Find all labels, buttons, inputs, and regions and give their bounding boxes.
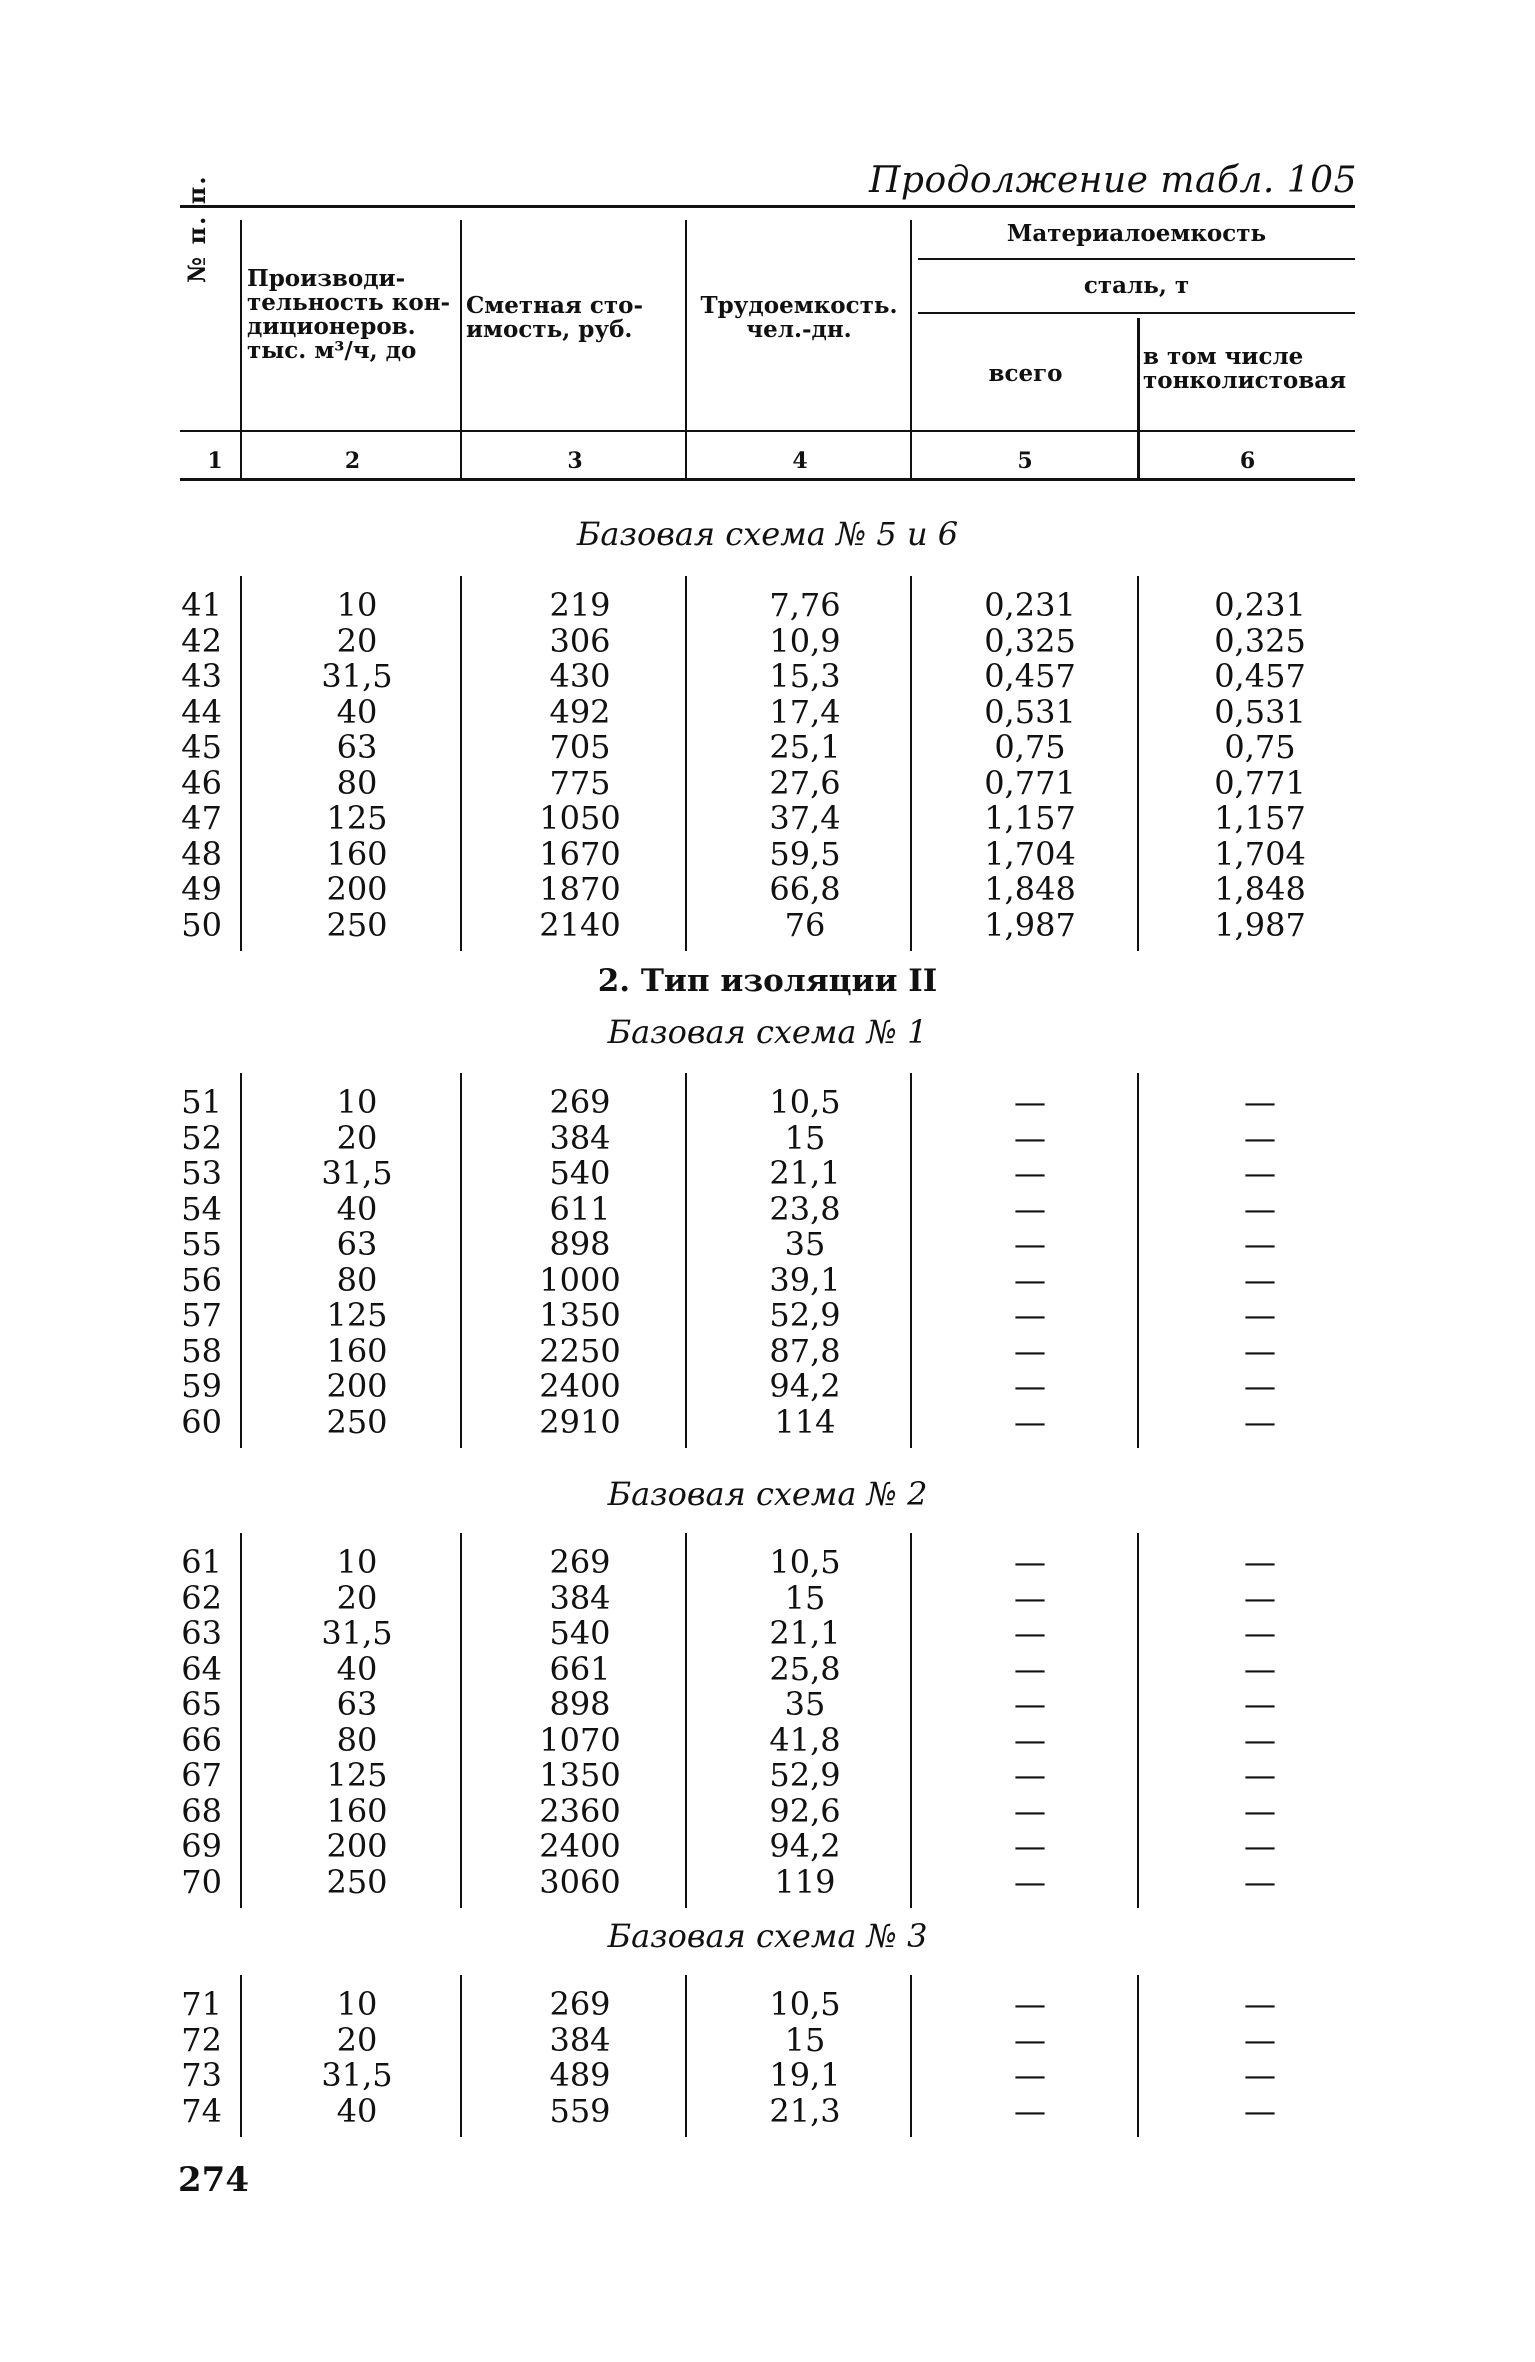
- capacity-value: 40: [336, 1189, 378, 1228]
- labor-value: 7,76: [769, 586, 841, 624]
- row-number: 46: [181, 763, 222, 802]
- table-row: [0, 1649, 1535, 1688]
- header-capacity-line-4: тыс. м³/ч, до: [247, 337, 417, 364]
- labor-value: 21,1: [769, 1614, 841, 1652]
- thin-sheet-value: —: [1244, 1649, 1276, 1688]
- steel-total-value: —: [1014, 1154, 1046, 1192]
- row-number: 44: [181, 692, 222, 731]
- cost-value: 492: [549, 692, 611, 731]
- row-number: 42: [181, 621, 222, 660]
- row-number: 41: [181, 586, 222, 624]
- cost-value: 1000: [539, 1260, 621, 1299]
- row-number: 53: [181, 1154, 222, 1192]
- capacity-value: 40: [336, 692, 378, 731]
- header-capacity-line-3: диционеров.: [247, 313, 416, 340]
- labor-value: 94,2: [769, 1367, 841, 1405]
- table-row: [0, 1227, 1535, 1262]
- header-row-number-label: № п. п.: [182, 174, 211, 283]
- capacity-value: 10: [336, 1543, 378, 1581]
- thin-sheet-value: 0,771: [1214, 763, 1306, 802]
- cost-value: 3060: [539, 1862, 621, 1901]
- cost-value: 269: [549, 1543, 611, 1581]
- thin-sheet-value: —: [1244, 1578, 1276, 1617]
- header-cost: [466, 294, 681, 342]
- steel-total-value: —: [1014, 1543, 1046, 1581]
- capacity-value: 250: [326, 905, 388, 944]
- table-row: [0, 801, 1535, 836]
- steel-total-value: —: [1014, 1756, 1046, 1794]
- row-number: 63: [181, 1614, 222, 1652]
- section-title-5-6: Базовая схема № 5 и 6: [576, 515, 959, 553]
- table-row: [0, 872, 1535, 907]
- row-number: 48: [181, 834, 222, 873]
- table-row: [0, 905, 1535, 944]
- table-row: [0, 1369, 1535, 1404]
- table-row: [0, 588, 1535, 623]
- material-group-rule: [918, 258, 1355, 260]
- row-number: 62: [181, 1578, 222, 1617]
- steel-total-value: 0,325: [984, 621, 1076, 660]
- header-labor-line-2: чел.-дн.: [746, 316, 852, 343]
- steel-total-value: 1,157: [984, 799, 1076, 837]
- steel-total-value: —: [1014, 1367, 1046, 1405]
- cost-value: 1350: [539, 1296, 621, 1334]
- column-number-2: 2: [344, 448, 361, 474]
- capacity-value: 125: [326, 1756, 388, 1794]
- capacity-value: 20: [336, 1118, 378, 1157]
- thin-sheet-value: —: [1244, 1260, 1276, 1299]
- column-number-1: 1: [207, 448, 223, 474]
- row-number: 68: [181, 1791, 222, 1830]
- labor-value: 10,5: [769, 1985, 841, 2023]
- thin-sheet-value: 0,231: [1214, 586, 1306, 624]
- steel-total-value: —: [1014, 1720, 1046, 1759]
- row-number: 69: [181, 1827, 222, 1865]
- labor-value: 39,1: [769, 1260, 841, 1299]
- thin-sheet-value: 1,704: [1214, 834, 1306, 873]
- thin-sheet-value: —: [1244, 1614, 1276, 1652]
- table-row: [0, 1829, 1535, 1864]
- capacity-value: 80: [336, 763, 378, 802]
- cost-value: 2360: [539, 1791, 621, 1830]
- header-thin-sheet-line-2: тонколистовая: [1143, 367, 1347, 394]
- cost-value: 1670: [539, 834, 621, 873]
- labor-value: 27,6: [769, 763, 841, 802]
- table-row: [0, 1720, 1535, 1759]
- capacity-value: 63: [336, 728, 378, 766]
- labor-value: 10,5: [769, 1543, 841, 1581]
- column-number-5: 5: [1017, 448, 1033, 474]
- capacity-value: 200: [326, 1367, 388, 1405]
- capacity-value: 31,5: [321, 2056, 393, 2094]
- header-capacity: [247, 267, 457, 363]
- row-number: 52: [181, 1118, 222, 1157]
- row-number: 43: [181, 657, 222, 695]
- thin-sheet-value: 0,75: [1224, 728, 1296, 766]
- cost-value: 661: [549, 1649, 611, 1688]
- labor-value: 119: [774, 1862, 836, 1901]
- cost-value: 2250: [539, 1331, 621, 1370]
- thin-sheet-value: —: [1244, 2056, 1276, 2094]
- thin-sheet-value: 1,987: [1214, 905, 1306, 944]
- thin-sheet-value: —: [1244, 1791, 1276, 1830]
- cost-value: 219: [549, 586, 611, 624]
- table-row: [0, 659, 1535, 694]
- row-number: 50: [181, 905, 222, 944]
- labor-value: 15: [784, 2020, 826, 2059]
- cost-value: 306: [549, 621, 611, 660]
- row-number: 56: [181, 1260, 222, 1299]
- steel-group-rule: [918, 312, 1355, 314]
- thin-sheet-value: 1,848: [1214, 870, 1306, 908]
- steel-total-value: —: [1014, 1791, 1046, 1830]
- thin-sheet-value: —: [1244, 1154, 1276, 1192]
- steel-total-value: —: [1014, 1118, 1046, 1157]
- steel-total-value: 1,987: [984, 905, 1076, 944]
- cost-value: 269: [549, 1083, 611, 1121]
- thin-sheet-value: 1,157: [1214, 799, 1306, 837]
- cost-value: 384: [549, 1578, 611, 1617]
- labor-value: 35: [784, 1685, 826, 1723]
- table-row: [0, 621, 1535, 660]
- cost-value: 559: [549, 2091, 611, 2130]
- row-number: 71: [181, 1985, 222, 2023]
- row-number: 60: [181, 1402, 222, 1441]
- thin-sheet-value: 0,457: [1214, 657, 1306, 695]
- table-row: [0, 1578, 1535, 1617]
- steel-total-value: 0,75: [994, 728, 1066, 766]
- table-row: [0, 1758, 1535, 1793]
- table-row: [0, 730, 1535, 765]
- thin-sheet-value: —: [1244, 1985, 1276, 2023]
- labor-value: 87,8: [769, 1331, 841, 1370]
- steel-total-value: —: [1014, 2091, 1046, 2130]
- labor-value: 37,4: [769, 799, 841, 837]
- steel-total-value: —: [1014, 1862, 1046, 1901]
- table-row: [0, 1118, 1535, 1157]
- capacity-value: 160: [326, 1791, 388, 1830]
- capacity-value: 40: [336, 1649, 378, 1688]
- steel-total-value: 1,704: [984, 834, 1076, 873]
- continuation-title: Продолжение табл. 105: [869, 160, 1357, 201]
- capacity-value: 40: [336, 2091, 378, 2130]
- labor-value: 76: [784, 905, 826, 944]
- cost-value: 540: [549, 1154, 611, 1192]
- capacity-value: 20: [336, 2020, 378, 2059]
- cost-value: 775: [549, 763, 611, 802]
- labor-value: 15: [784, 1578, 826, 1617]
- header-labor: [690, 294, 908, 342]
- header-top-rule: [180, 205, 1355, 208]
- cost-value: 540: [549, 1614, 611, 1652]
- capacity-value: 10: [336, 586, 378, 624]
- thin-sheet-value: —: [1244, 1756, 1276, 1794]
- thin-sheet-value: —: [1244, 1083, 1276, 1121]
- capacity-value: 63: [336, 1225, 378, 1263]
- cost-value: 611: [549, 1189, 611, 1228]
- capacity-value: 10: [336, 1985, 378, 2023]
- row-number: 51: [181, 1083, 222, 1121]
- header-divider-2: [460, 220, 462, 478]
- steel-total-value: —: [1014, 1331, 1046, 1370]
- capacity-value: 80: [336, 1260, 378, 1299]
- thin-sheet-value: —: [1244, 1118, 1276, 1157]
- capacity-value: 63: [336, 1685, 378, 1723]
- cost-value: 384: [549, 2020, 611, 2059]
- table-row: [0, 834, 1535, 873]
- labor-value: 19,1: [769, 2056, 841, 2094]
- table-row: [0, 692, 1535, 731]
- cost-value: 2400: [539, 1827, 621, 1865]
- steel-total-value: —: [1014, 1402, 1046, 1441]
- labor-value: 52,9: [769, 1296, 841, 1334]
- capacity-value: 31,5: [321, 1154, 393, 1192]
- labor-value: 94,2: [769, 1827, 841, 1865]
- table-row: [0, 1862, 1535, 1901]
- cost-value: 2400: [539, 1367, 621, 1405]
- capacity-value: 125: [326, 799, 388, 837]
- cost-value: 269: [549, 1985, 611, 2023]
- capacity-value: 200: [326, 1827, 388, 1865]
- cost-value: 430: [549, 657, 611, 695]
- table-row: [0, 1156, 1535, 1191]
- header-material-group: Материалоемкость: [1006, 220, 1267, 247]
- thin-sheet-value: —: [1244, 2020, 1276, 2059]
- capacity-value: 160: [326, 834, 388, 873]
- thin-sheet-value: —: [1244, 1189, 1276, 1228]
- capacity-value: 10: [336, 1083, 378, 1121]
- thin-sheet-value: 0,325: [1214, 621, 1306, 660]
- table-row: [0, 2091, 1535, 2130]
- steel-total-value: —: [1014, 1189, 1046, 1228]
- table-row: [0, 1085, 1535, 1120]
- row-number: 55: [181, 1225, 222, 1263]
- header-divider-1: [240, 220, 242, 478]
- table-row: [0, 1298, 1535, 1333]
- labor-value: 35: [784, 1225, 826, 1263]
- row-number: 49: [181, 870, 222, 908]
- section-title-3: Базовая схема № 3: [607, 1917, 928, 1955]
- labor-value: 52,9: [769, 1756, 841, 1794]
- header-total: всего: [988, 360, 1063, 387]
- header-steel-group: сталь, т: [1083, 272, 1190, 299]
- labor-value: 114: [774, 1402, 836, 1441]
- column-number-3: 3: [567, 448, 583, 474]
- capacity-value: 160: [326, 1331, 388, 1370]
- row-number: 54: [181, 1189, 222, 1228]
- steel-total-value: 0,231: [984, 586, 1076, 624]
- header-number-rule: [180, 430, 1355, 432]
- table-row: [0, 1331, 1535, 1370]
- capacity-value: 20: [336, 1578, 378, 1617]
- labor-value: 21,3: [769, 2091, 841, 2130]
- steel-total-value: —: [1014, 1260, 1046, 1299]
- capacity-value: 125: [326, 1296, 388, 1334]
- row-number: 45: [181, 728, 222, 766]
- row-number: 72: [181, 2020, 222, 2059]
- labor-value: 17,4: [769, 692, 841, 731]
- section-title-2: Базовая схема № 2: [607, 1475, 928, 1513]
- thin-sheet-value: —: [1244, 1827, 1276, 1865]
- cost-value: 1070: [539, 1720, 621, 1759]
- row-number: 65: [181, 1685, 222, 1723]
- labor-value: 66,8: [769, 870, 841, 908]
- thin-sheet-value: —: [1244, 1685, 1276, 1723]
- thin-sheet-value: —: [1244, 1720, 1276, 1759]
- cost-value: 2140: [539, 905, 621, 944]
- column-number-6: 6: [1239, 448, 1256, 474]
- labor-value: 92,6: [769, 1791, 841, 1830]
- thin-sheet-value: —: [1244, 1225, 1276, 1263]
- capacity-value: 200: [326, 870, 388, 908]
- thin-sheet-value: 0,531: [1214, 692, 1306, 731]
- header-labor-line-1: Трудоемкость.: [700, 292, 898, 319]
- steel-total-value: 0,771: [984, 763, 1076, 802]
- capacity-value: 250: [326, 1862, 388, 1901]
- cost-value: 384: [549, 1118, 611, 1157]
- header-thin-sheet-line-1: в том числе: [1143, 343, 1304, 370]
- row-number: 74: [181, 2091, 222, 2130]
- capacity-value: 250: [326, 1402, 388, 1441]
- table-row: [0, 1402, 1535, 1441]
- table-row: [0, 1616, 1535, 1651]
- labor-value: 59,5: [769, 834, 841, 873]
- thin-sheet-value: —: [1244, 2091, 1276, 2130]
- table-row: [0, 1545, 1535, 1580]
- steel-total-value: 0,457: [984, 657, 1076, 695]
- labor-value: 23,8: [769, 1189, 841, 1228]
- row-number: 61: [181, 1543, 222, 1581]
- insulation-type-heading: 2. Тип изоляции II: [597, 963, 938, 999]
- labor-value: 15: [784, 1118, 826, 1157]
- thin-sheet-value: —: [1244, 1543, 1276, 1581]
- table-row: [0, 1260, 1535, 1299]
- steel-total-value: —: [1014, 1649, 1046, 1688]
- column-number-4: 4: [792, 448, 808, 474]
- capacity-value: 80: [336, 1720, 378, 1759]
- header-bottom-rule: [180, 478, 1355, 481]
- row-number: 67: [181, 1756, 222, 1794]
- labor-value: 10,5: [769, 1083, 841, 1121]
- steel-total-value: —: [1014, 2020, 1046, 2059]
- header-thin-sheet: [1143, 345, 1358, 393]
- thin-sheet-value: —: [1244, 1331, 1276, 1370]
- thin-sheet-value: —: [1244, 1367, 1276, 1405]
- cost-value: 1350: [539, 1756, 621, 1794]
- row-number: 59: [181, 1367, 222, 1405]
- labor-value: 41,8: [769, 1720, 841, 1759]
- row-number: 58: [181, 1331, 222, 1370]
- table-row: [0, 1987, 1535, 2022]
- labor-value: 21,1: [769, 1154, 841, 1192]
- section-title-1: Базовая схема № 1: [607, 1013, 928, 1051]
- thin-sheet-value: —: [1244, 1862, 1276, 1901]
- header-capacity-line-2: тельность кон-: [247, 289, 451, 316]
- table-row: [0, 1189, 1535, 1228]
- capacity-value: 20: [336, 621, 378, 660]
- row-number: 47: [181, 799, 222, 837]
- cost-value: 1870: [539, 870, 621, 908]
- steel-total-value: —: [1014, 1985, 1046, 2023]
- steel-total-value: —: [1014, 1578, 1046, 1617]
- cost-value: 2910: [539, 1402, 621, 1441]
- cost-value: 489: [549, 2056, 611, 2094]
- capacity-value: 31,5: [321, 1614, 393, 1652]
- header-cost-line-1: Сметная сто-: [466, 292, 644, 319]
- cost-value: 705: [549, 728, 611, 766]
- row-number: 70: [181, 1862, 222, 1901]
- table-row: [0, 2020, 1535, 2059]
- row-number: 73: [181, 2056, 222, 2094]
- labor-value: 10,9: [769, 621, 841, 660]
- header-divider-4: [910, 220, 912, 478]
- steel-total-value: —: [1014, 2056, 1046, 2094]
- cost-value: 898: [549, 1685, 611, 1723]
- steel-total-value: 0,531: [984, 692, 1076, 731]
- cost-value: 898: [549, 1225, 611, 1263]
- labor-value: 15,3: [769, 657, 841, 695]
- row-number: 57: [181, 1296, 222, 1334]
- steel-total-value: —: [1014, 1614, 1046, 1652]
- thin-sheet-value: —: [1244, 1296, 1276, 1334]
- table-row: [0, 2058, 1535, 2093]
- labor-value: 25,8: [769, 1649, 841, 1688]
- row-number: 64: [181, 1649, 222, 1688]
- steel-total-value: —: [1014, 1827, 1046, 1865]
- capacity-value: 31,5: [321, 657, 393, 695]
- steel-total-value: —: [1014, 1685, 1046, 1723]
- table-row: [0, 1791, 1535, 1830]
- table-row: [0, 763, 1535, 802]
- steel-total-value: —: [1014, 1083, 1046, 1121]
- labor-value: 25,1: [769, 728, 841, 766]
- header-cost-line-2: имость, руб.: [466, 316, 633, 343]
- header-capacity-line-1: Производи-: [247, 265, 406, 292]
- table-row: [0, 1687, 1535, 1722]
- steel-total-value: —: [1014, 1225, 1046, 1263]
- steel-total-value: —: [1014, 1296, 1046, 1334]
- cost-value: 1050: [539, 799, 621, 837]
- row-number: 66: [181, 1720, 222, 1759]
- steel-total-value: 1,848: [984, 870, 1076, 908]
- thin-sheet-value: —: [1244, 1402, 1276, 1441]
- page-number: 274: [178, 2160, 249, 2200]
- header-divider-3: [685, 220, 687, 478]
